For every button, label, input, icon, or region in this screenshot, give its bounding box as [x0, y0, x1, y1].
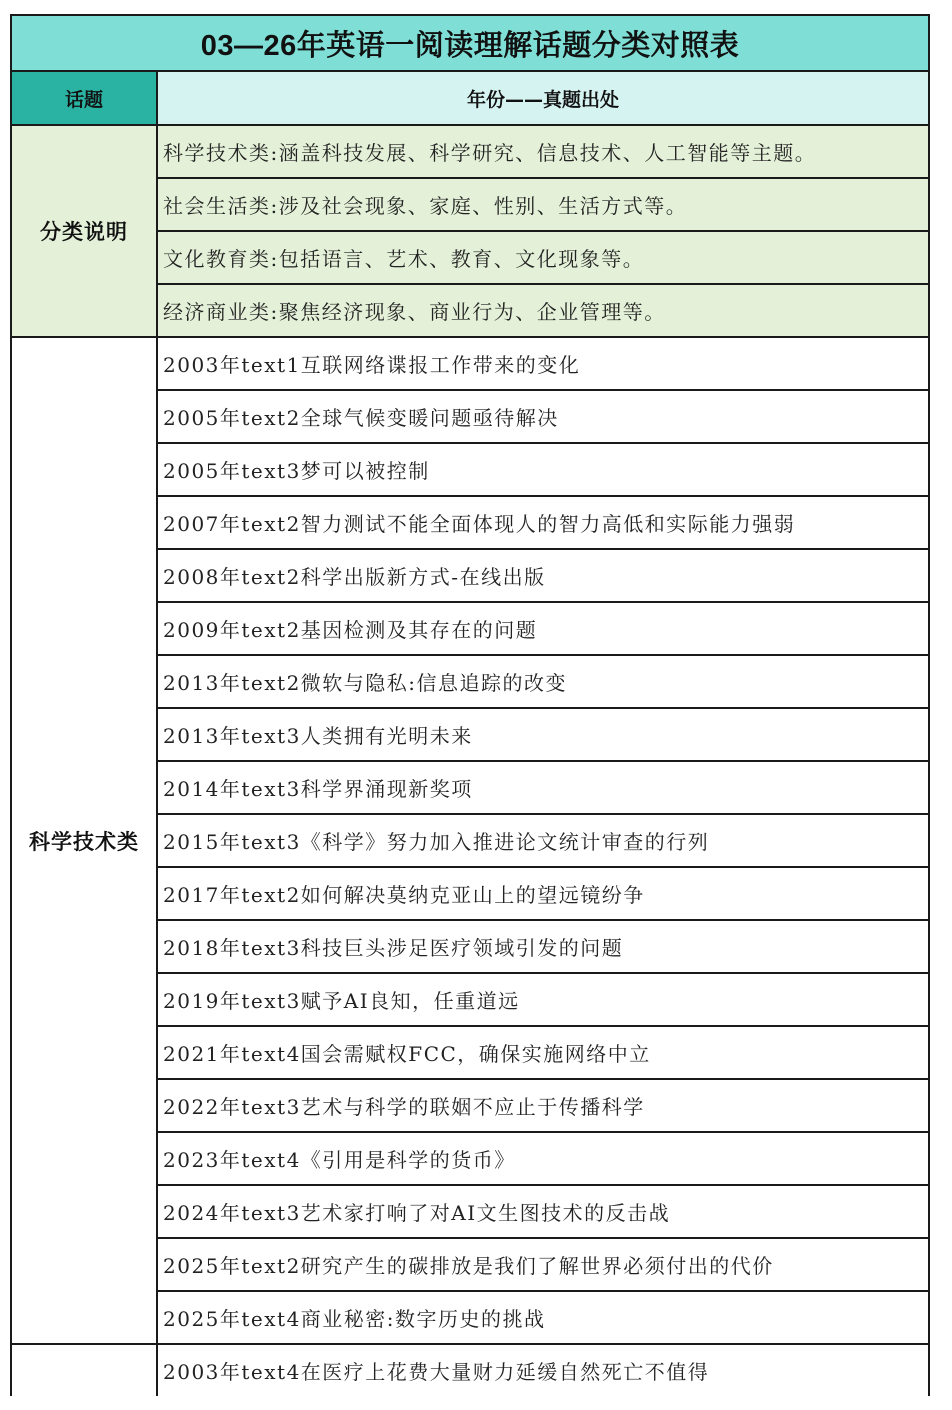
- table-row: 文化教育类:包括语言、艺术、教育、文化现象等。: [158, 232, 928, 285]
- group-explanation: [12, 126, 928, 338]
- table-row: 2025年text4商业秘密:数字历史的挑战: [163, 1307, 546, 1331]
- table-row: 2017年text2如何解决莫纳克亚山上的望远镜纷争: [158, 868, 928, 921]
- table-title: 03—26年英语一阅读理解话题分类对照表: [12, 16, 928, 72]
- table-row: 2015年text3《科学》努力加入推进论文统计审查的行列: [158, 815, 928, 868]
- table-row: 社会生活类:涉及社会现象、家庭、性别、生活方式等。: [158, 179, 928, 232]
- table-row: 2023年text4《引用是科学的货币》: [158, 1133, 928, 1186]
- table-row: 2014年text3科学界涌现新奖项: [158, 762, 928, 815]
- group-label: 分类说明: [12, 126, 158, 336]
- group-label: 科学技术类: [12, 338, 158, 1343]
- table-row: 2013年text2微软与隐私:信息追踪的改变: [158, 656, 928, 709]
- table-row: 2005年text3梦可以被控制: [158, 444, 928, 497]
- table-row: 2024年text3艺术家打响了对AI文生图技术的反击战: [158, 1186, 928, 1239]
- table-row: 2022年text3艺术与科学的联姻不应止于传播科学: [158, 1080, 928, 1133]
- table-row: 2003年text4在医疗上花费大量财力延缓自然死亡不值得: [163, 1360, 710, 1384]
- table-row: 2007年text2智力测试不能全面体现人的智力高低和实际能力强弱: [158, 497, 928, 550]
- table-row: 2025年text2研究产生的碳排放是我们了解世界必须付出的代价: [158, 1239, 928, 1292]
- table-row: 科学技术类:涵盖科技发展、科学研究、信息技术、人工智能等主题。: [158, 126, 928, 179]
- table-row: 2019年text3赋予AI良知，任重道远: [158, 974, 928, 1027]
- table-row: 经济商业类:聚焦经济现象、商业行为、企业管理等。: [158, 285, 928, 336]
- table-row: 2018年text3科技巨头涉足医疗领域引发的问题: [158, 921, 928, 974]
- table-row: 2008年text2科学出版新方式-在线出版: [158, 550, 928, 603]
- table-row: 2003年text1互联网络谍报工作带来的变化: [158, 338, 928, 391]
- header-source: 年份——真题出处: [158, 72, 928, 124]
- group-science-technology: [12, 338, 928, 1345]
- table-row: 2021年text4国会需赋权FCC，确保实施网络中立: [158, 1027, 928, 1080]
- table-row: 2009年text2基因检测及其存在的问题: [158, 603, 928, 656]
- table-header: [12, 72, 928, 126]
- header-topic: 话题: [12, 72, 158, 124]
- table-row: 2013年text3人类拥有光明未来: [158, 709, 928, 762]
- group-label: [12, 1345, 158, 1396]
- topic-table: [10, 14, 930, 1396]
- group-next-partial: [12, 1345, 928, 1396]
- table-row: 2005年text2全球气候变暖问题亟待解决: [158, 391, 928, 444]
